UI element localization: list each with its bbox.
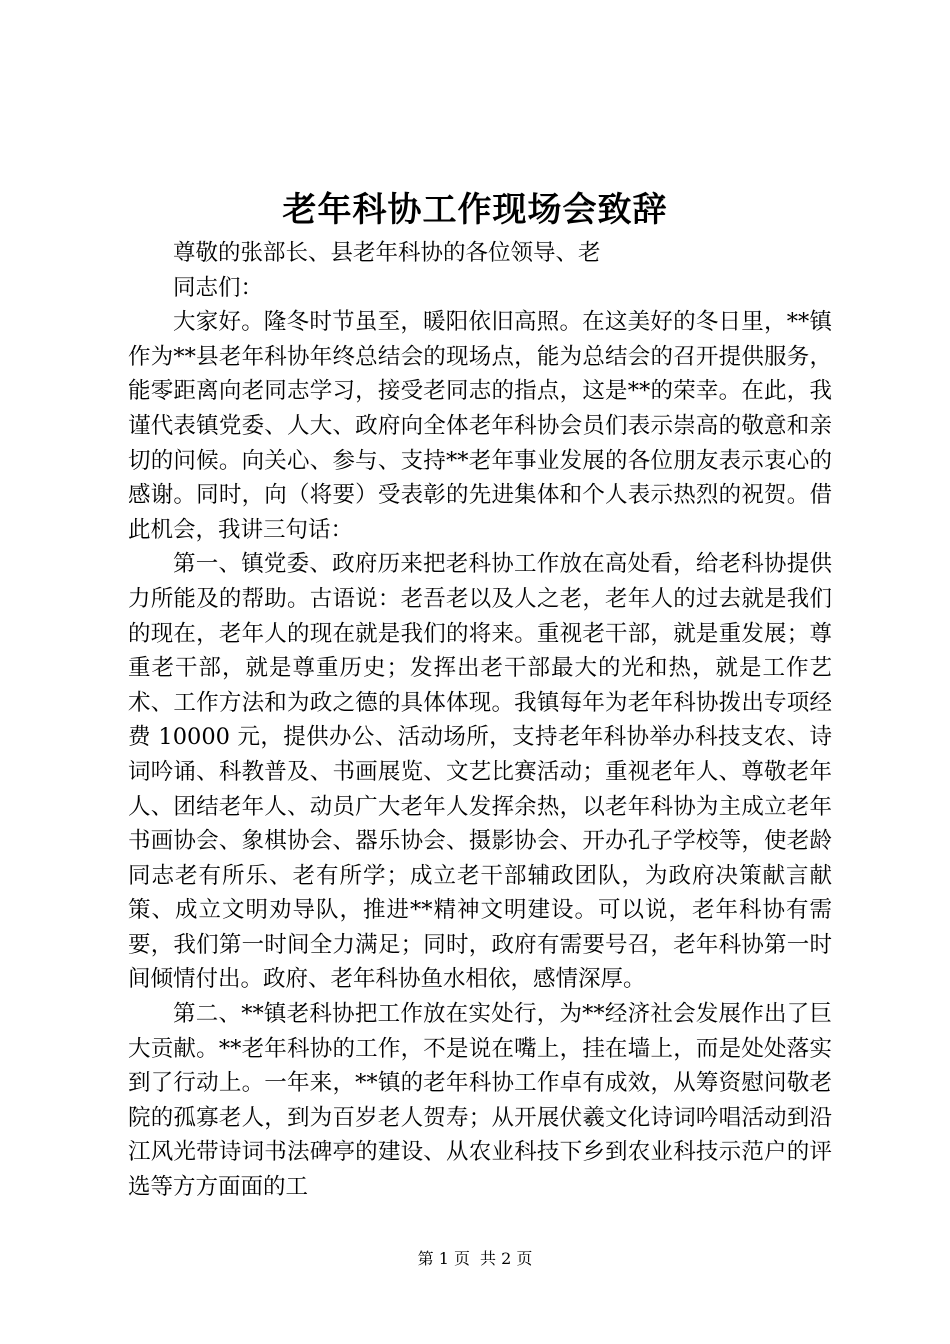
body-paragraph: 第一、镇党委、政府历来把老科协工作放在高处看，给老科协提供力所能及的帮助。古语说：老吾老以及人之老，老年人的过去就是我们的现在，老年人的现在就是我们的将来。重视老干部，就是重发展；尊重老干部，就是尊重历史；发挥出老干部最大的光和热，就是工作艺术、工作方法和为政之德的具体体现。我镇每年为老年科协拨出专项经费 10000 元，提供办公、活动场所，支持老年科协举办科技支农、诗词吟诵、科教普及、书画展览、文艺比赛活动；重视老年人、尊敬老年人、团结老年人、动员广大老年人发挥余热，以老年科协为主成立老年书画协会、象棋协会、器乐协会、摄影协会、开办孔子学校等，使老龄同志老有所乐、老有所学；成立老干部辅政团队，为政府决策献言献策、成立文明劝导队，推进**精神文明建设。可以说，老年科协有需要，我们第一时间全力满足；同时，政府有需要号召，老年科协第一时间倾情付出。政府、老年科协鱼水相依，感情深厚。 [128,551,832,993]
body-paragraph: 第二、**镇老科协把工作放在实处行，为**经济社会发展作出了巨大贡献。**老年科协的工作，不是说在嘴上，挂在墙上，而是处处落实到了行动上。一年来，**镇的老年科协工作卓有成效，从筹资慰问敬老院的孤寡老人，到为百岁老人贺寿；从开展伏羲文化诗词吟唱活动到沿江风光带诗词书法碑亭的建设、从农业科技下乡到农业科技示范户的评选等方方面面的工 [128,1001,832,1201]
body-paragraph: 大家好。隆冬时节虽至，暖阳依旧高照。在这美好的冬日里，**镇作为**县老年科协年终总结会的现场点，能为总结会的召开提供服务，能零距离向老同志学习，接受老同志的指点，这是**的荣幸。在此，我谨代表镇党委、人大、政府向全体老年科协会员们表示崇高的敬意和亲切的问候。向关心、参与、支持**老年事业发展的各位朋友表示衷心的感谢。同时，向（将要）受表彰的先进集体和个人表示热烈的祝贺。借此机会，我讲三句话： [128,309,832,543]
document-title: 老年科协工作现场会致辞 [282,190,668,230]
salutation-line: 尊敬的张部长、县老年科协的各位领导、老 [173,240,601,266]
page-total: 共 2 页 [480,1249,533,1268]
salutation-line: 同志们： [173,274,264,301]
page-number: 第 1 页 [417,1249,470,1268]
document-body [128,236,832,1205]
page-footer [0,1248,950,1270]
